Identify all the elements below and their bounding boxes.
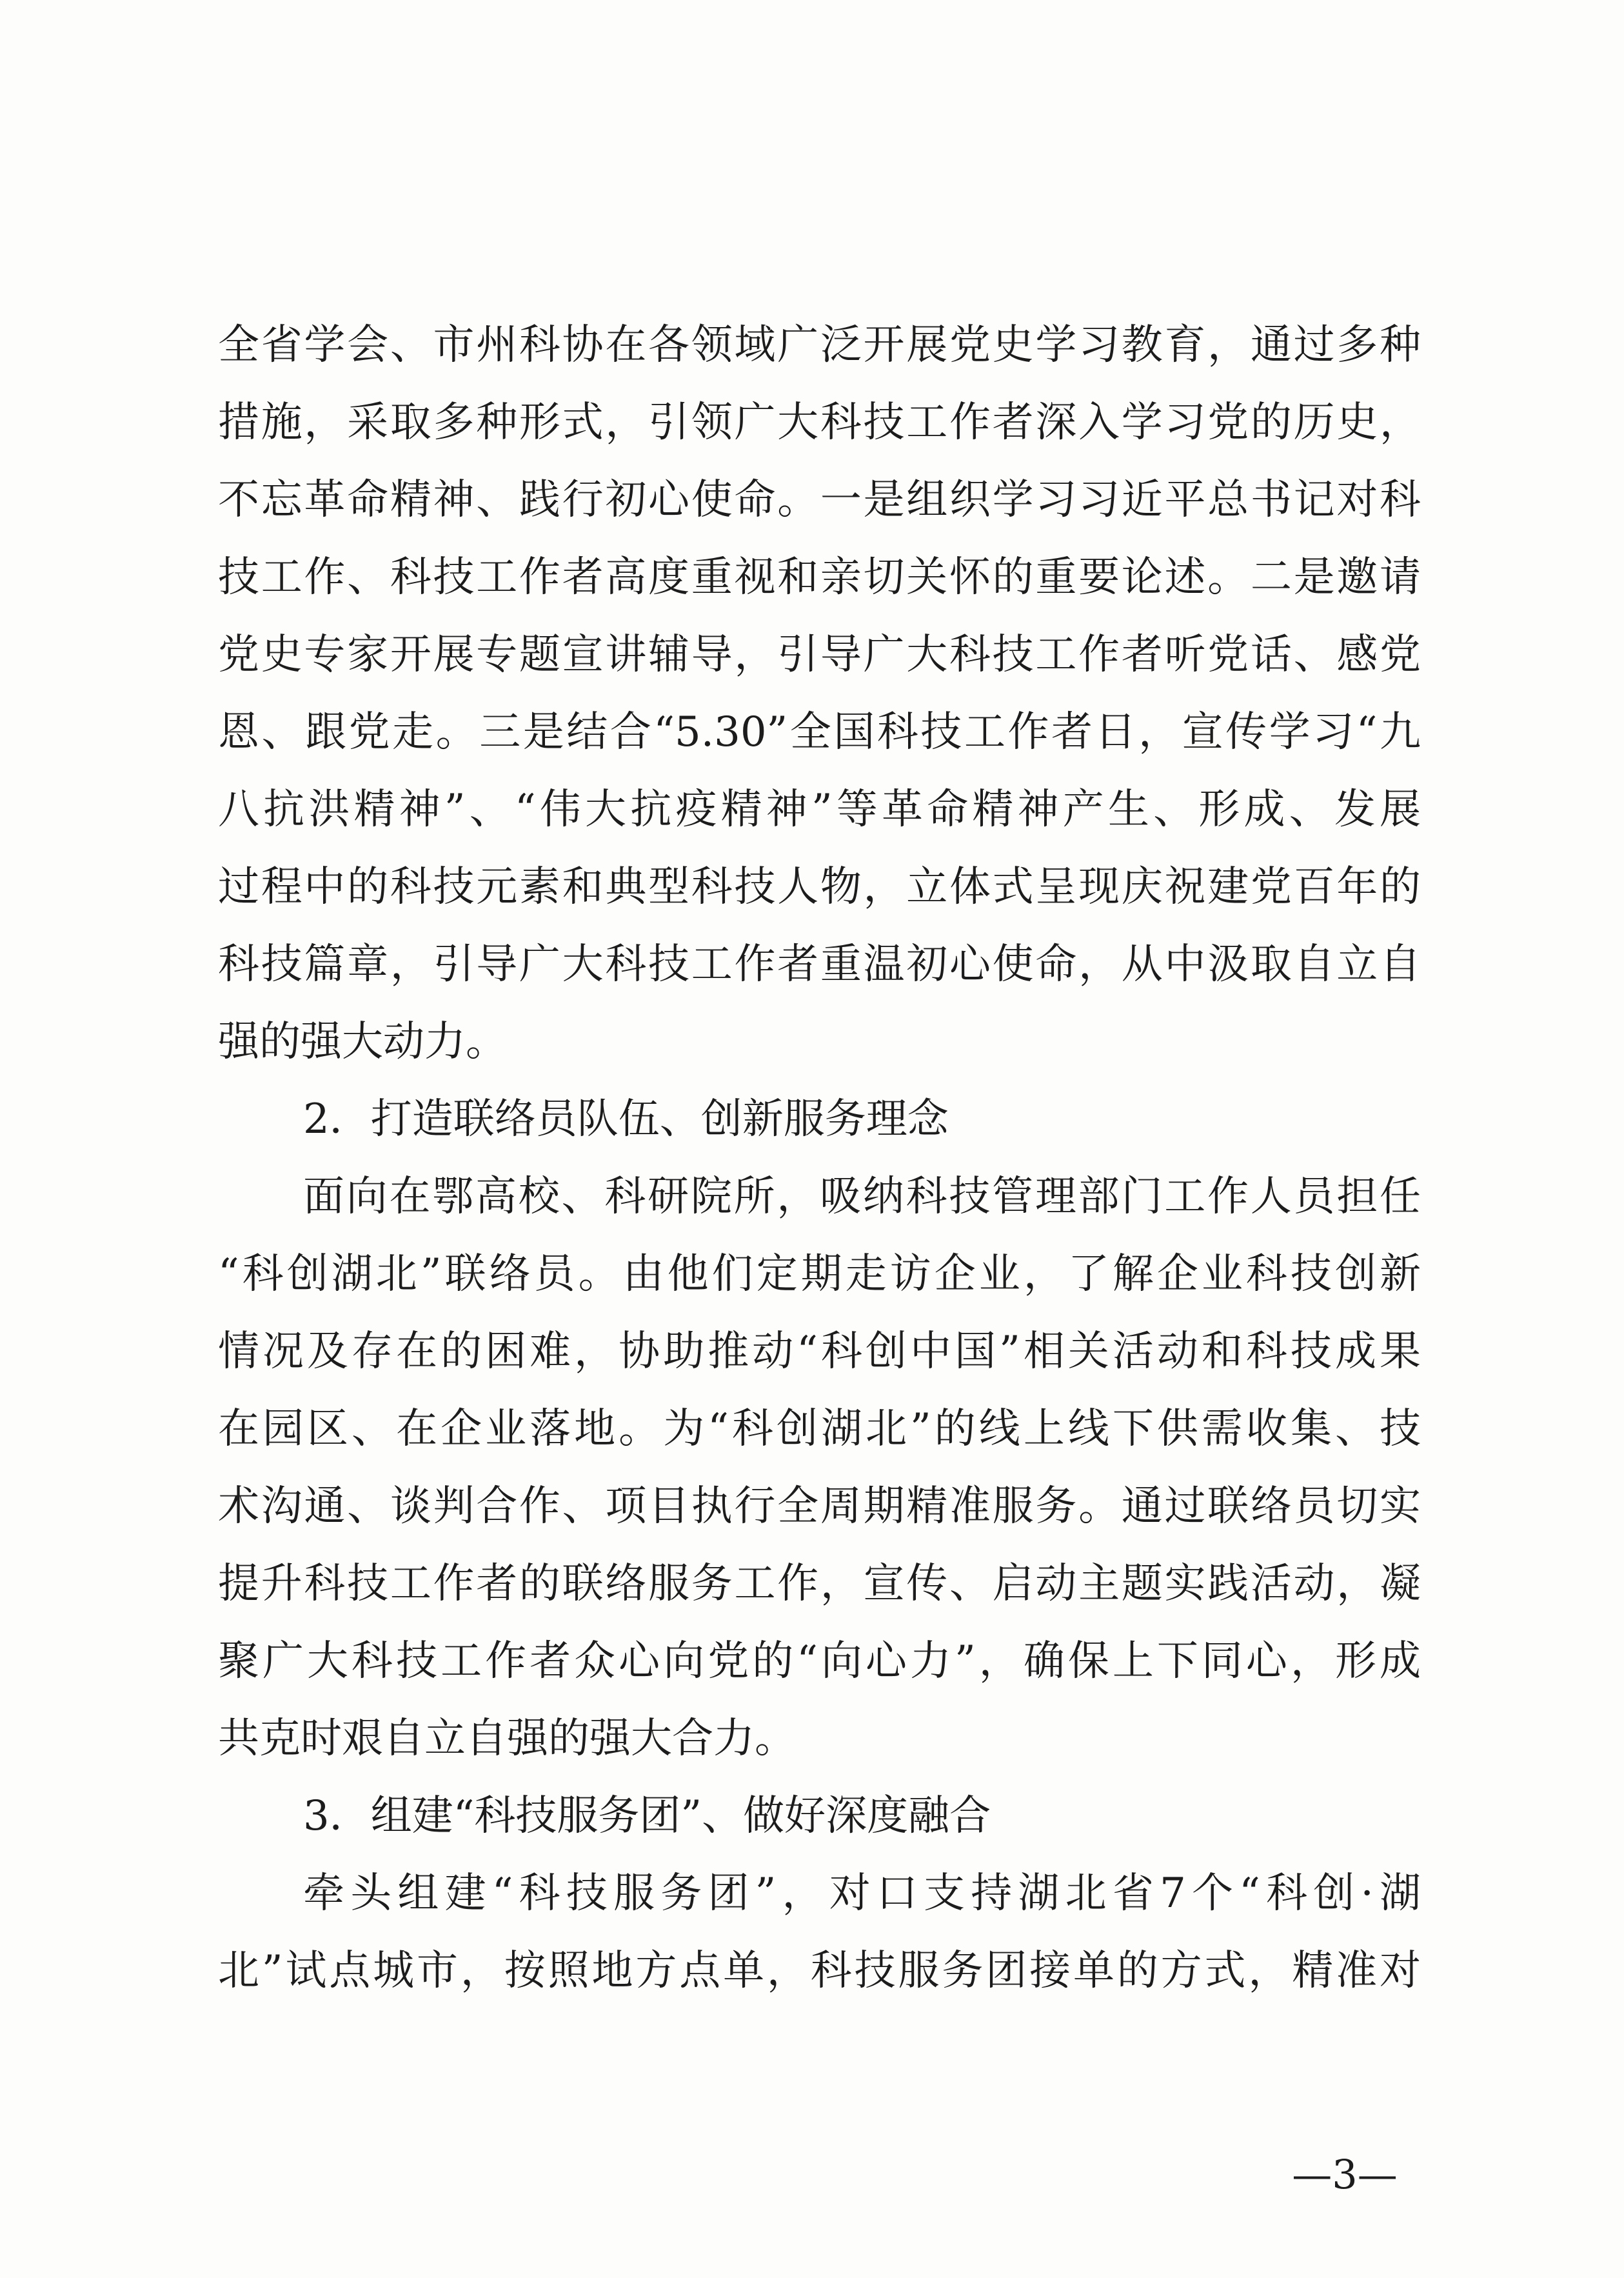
body-text-line: 术沟通、谈判合作、项目执行全周期精准服务。通过联络员切实 (218, 1483, 1421, 1530)
body-text-line: 不忘革命精神、践行初心使命。一是组织学习习近平总书记对科 (218, 476, 1421, 524)
body-text-line: 共克时艰自立自强的强大合力。 (218, 1715, 796, 1763)
body-text-line: 技工作、科技工作者高度重视和亲切关怀的重要论述。二是邀请 (218, 554, 1421, 601)
body-text-line: 恩、跟党走。三是结合“5.30”全国科技工作者日，宣传学习“九 (218, 708, 1421, 756)
body-text-line: 情况及存在的困难，协助推动“科创中国”相关活动和科技成果 (218, 1328, 1421, 1375)
body-text-line: 提升科技工作者的联络服务工作，宣传、启动主题实践活动，凝 (218, 1560, 1421, 1608)
page-number: —3— (1292, 2151, 1398, 2198)
body-text-line: 聚广大科技工作者众心向党的“向心力”，确保上下同心，形成 (218, 1637, 1421, 1685)
body-text-line: 全省学会、市州科协在各领域广泛开展党史学习教育，通过多种 (218, 321, 1421, 369)
body-text-line: 措施，采取多种形式，引领广大科技工作者深入学习党的历史， (218, 399, 1421, 446)
body-text-line: 科技篇章，引导广大科技工作者重温初心使命，从中汲取自立自 (218, 941, 1421, 988)
body-text-line: 北”试点城市，按照地方点单，科技服务团接单的方式，精准对 (218, 1947, 1421, 1995)
body-text-line: 过程中的科技元素和典型科技人物，立体式呈现庆祝建党百年的 (218, 863, 1421, 911)
body-text-line: 强的强大动力。 (218, 1018, 507, 1066)
body-text-line: 在园区、在企业落地。为“科创湖北”的线上线下供需收集、技 (218, 1405, 1421, 1453)
section-heading: 2．打造联络员队伍、创新服务理念 (303, 1095, 949, 1143)
section-heading: 3．组建“科技服务团”、做好深度融合 (303, 1792, 991, 1840)
body-text-line: 八抗洪精神”、“伟大抗疫精神”等革命精神产生、形成、发展 (218, 786, 1421, 834)
body-text-line: 面向在鄂高校、科研院所，吸纳科技管理部门工作人员担任 (303, 1173, 1421, 1221)
body-text-line: 党史专家开展专题宣讲辅导，引导广大科技工作者听党话、感党 (218, 631, 1421, 679)
body-text-line: 牵头组建“科技服务团”，对口支持湖北省7个“科创·湖 (303, 1870, 1421, 1917)
body-text-line: “科创湖北”联络员。由他们定期走访企业，了解企业科技创新 (218, 1250, 1421, 1298)
